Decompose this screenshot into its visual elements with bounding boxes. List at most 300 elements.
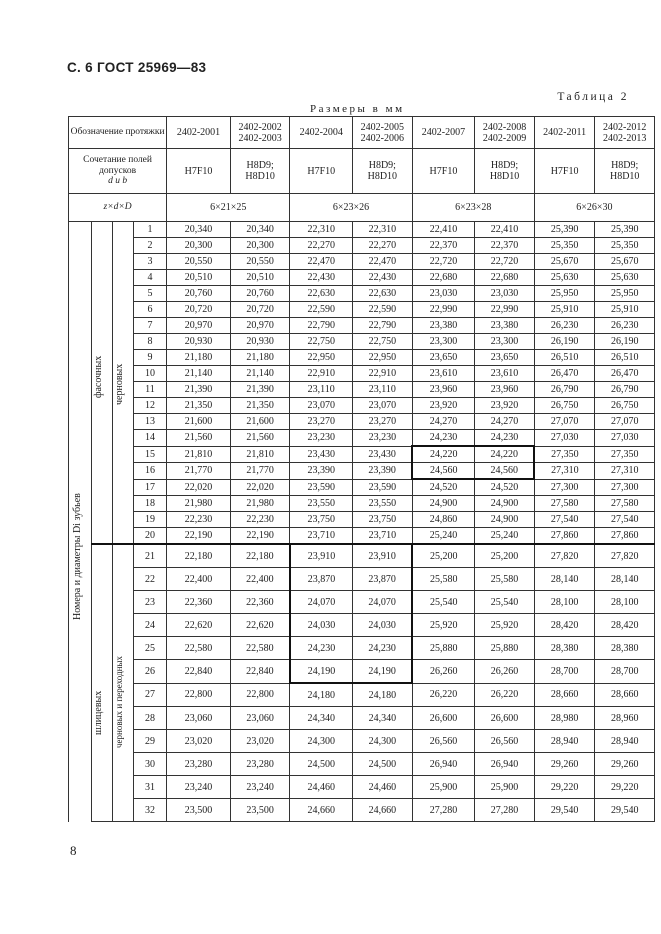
diameter-cell: 27,300 <box>595 479 655 496</box>
diameter-cell: 22,410 <box>412 222 475 238</box>
diameter-cell: 24,300 <box>290 730 353 753</box>
tooth-number: 2 <box>133 238 166 254</box>
tooth-number: 31 <box>133 776 166 799</box>
diameter-cell: 22,910 <box>290 366 353 382</box>
diameter-cell: 21,600 <box>230 414 290 430</box>
tooth-number: 5 <box>133 286 166 302</box>
diameter-cell: 24,520 <box>412 479 475 496</box>
diameter-cell: 23,020 <box>230 730 290 753</box>
diameter-cell: 22,180 <box>167 544 231 568</box>
diameter-cell: 22,310 <box>353 222 413 238</box>
diameter-cell: 25,900 <box>412 776 475 799</box>
dimensions-note: Размеры в мм <box>310 103 405 115</box>
size-cell: 6×26×30 <box>534 194 654 222</box>
diameter-cell: 21,390 <box>167 382 231 398</box>
diameter-cell: 24,180 <box>353 683 413 707</box>
tooth-number: 14 <box>133 430 166 447</box>
diameter-cell: 21,770 <box>230 463 290 480</box>
size-cell: 6×23×26 <box>290 194 412 222</box>
diameter-cell: 25,240 <box>412 528 475 545</box>
table-row <box>69 496 655 512</box>
diameter-cell: 22,950 <box>353 350 413 366</box>
diameter-cell: 22,750 <box>353 334 413 350</box>
diameter-cell: 20,510 <box>167 270 231 286</box>
diameter-cell: 25,540 <box>412 591 475 614</box>
tolerance-header <box>69 149 167 194</box>
diameter-cell: 22,840 <box>167 660 231 684</box>
diameter-cell: 24,460 <box>353 776 413 799</box>
tooth-number: 23 <box>133 591 166 614</box>
table-row <box>69 591 655 614</box>
diameter-cell: 25,390 <box>534 222 595 238</box>
diameter-cell: 21,140 <box>230 366 290 382</box>
diameter-cell: 26,220 <box>475 683 535 707</box>
diameter-cell: 26,230 <box>595 318 655 334</box>
diameter-cell: 26,940 <box>412 753 475 776</box>
diameter-cell: 21,810 <box>167 446 231 463</box>
diameter-cell: 27,580 <box>534 496 595 512</box>
diameter-cell: 23,920 <box>475 398 535 414</box>
diameter-cell: 27,860 <box>595 528 655 545</box>
diameter-cell: 22,410 <box>475 222 535 238</box>
diameter-cell: 22,990 <box>475 302 535 318</box>
diameter-cell: 27,820 <box>534 544 595 568</box>
diameter-cell: 22,430 <box>290 270 353 286</box>
tooth-number: 10 <box>133 366 166 382</box>
table-row <box>69 683 655 707</box>
diameter-cell: 23,960 <box>412 382 475 398</box>
table-row <box>69 660 655 684</box>
diameter-cell: 25,670 <box>595 254 655 270</box>
diameter-cell: 24,560 <box>412 463 475 480</box>
diameter-cell: 27,070 <box>534 414 595 430</box>
diameter-cell: 22,800 <box>230 683 290 707</box>
table-row <box>69 512 655 528</box>
diameter-cell: 20,930 <box>230 334 290 350</box>
tooth-number: 21 <box>133 544 166 568</box>
tooth-number: 7 <box>133 318 166 334</box>
diameter-cell: 20,300 <box>230 238 290 254</box>
diameter-cell: 23,590 <box>353 479 413 496</box>
diameter-cell: 25,200 <box>475 544 535 568</box>
diameter-cell: 22,430 <box>353 270 413 286</box>
tolerance-header-sub: d и b <box>108 176 128 187</box>
tooth-number: 3 <box>133 254 166 270</box>
table-row <box>69 254 655 270</box>
tooth-number: 11 <box>133 382 166 398</box>
diameter-cell: 28,960 <box>595 707 655 730</box>
tooth-number: 27 <box>133 683 166 707</box>
diameter-cell: 21,350 <box>230 398 290 414</box>
diameter-cell: 23,870 <box>290 568 353 591</box>
diameter-cell: 22,270 <box>290 238 353 254</box>
diameter-cell: 22,720 <box>412 254 475 270</box>
diameter-cell: 24,230 <box>475 430 535 447</box>
diameter-cell: 26,470 <box>534 366 595 382</box>
tooth-number: 16 <box>133 463 166 480</box>
diameter-cell: 29,220 <box>534 776 595 799</box>
diameter-cell: 21,810 <box>230 446 290 463</box>
diameter-cell: 24,030 <box>290 614 353 637</box>
diameter-cell: 26,790 <box>534 382 595 398</box>
diameter-cell: 25,900 <box>475 776 535 799</box>
diameter-cell: 21,560 <box>167 430 231 447</box>
diameter-cell: 22,790 <box>290 318 353 334</box>
page-number: 8 <box>70 843 77 858</box>
diameter-cell: 21,180 <box>167 350 231 366</box>
table-row <box>69 544 655 568</box>
diameter-cell: 24,230 <box>353 637 413 660</box>
diameter-cell: 26,600 <box>475 707 535 730</box>
diameter-cell: 23,960 <box>475 382 535 398</box>
table-row <box>69 414 655 430</box>
diameter-cell: 23,710 <box>290 528 353 545</box>
tolerance-cell: Н7F10 <box>167 149 231 194</box>
diameter-cell: 22,590 <box>290 302 353 318</box>
diameter-cell: 28,700 <box>595 660 655 684</box>
diameter-cell: 22,680 <box>412 270 475 286</box>
diameter-cell: 21,390 <box>230 382 290 398</box>
diameter-cell: 23,650 <box>475 350 535 366</box>
tooth-number: 9 <box>133 350 166 366</box>
diameter-cell: 25,540 <box>475 591 535 614</box>
diameter-cell: 28,940 <box>534 730 595 753</box>
tooth-number: 15 <box>133 446 166 463</box>
diameter-cell: 22,270 <box>353 238 413 254</box>
diameter-cell: 29,540 <box>534 799 595 822</box>
diameter-cell: 24,340 <box>290 707 353 730</box>
diameter-cell: 22,370 <box>412 238 475 254</box>
diameter-cell: 22,590 <box>353 302 413 318</box>
diameter-cell: 24,900 <box>475 496 535 512</box>
diameter-cell: 23,070 <box>290 398 353 414</box>
diameter-cell: 26,260 <box>412 660 475 684</box>
tolerance-cell: H8D9; H8D10 <box>230 149 290 194</box>
diameter-cell: 22,950 <box>290 350 353 366</box>
diameter-cell: 26,510 <box>595 350 655 366</box>
diameter-cell: 27,280 <box>475 799 535 822</box>
diameter-cell: 25,950 <box>534 286 595 302</box>
table-row <box>69 398 655 414</box>
table-row <box>69 350 655 366</box>
table-row <box>69 366 655 382</box>
diameter-cell: 24,070 <box>290 591 353 614</box>
diameter-cell: 26,560 <box>412 730 475 753</box>
diameter-cell: 24,520 <box>475 479 535 496</box>
diameter-cell: 26,560 <box>475 730 535 753</box>
diameter-cell: 22,360 <box>167 591 231 614</box>
diameter-cell: 23,430 <box>353 446 413 463</box>
table-row <box>69 637 655 660</box>
tooth-number: 25 <box>133 637 166 660</box>
table-row <box>69 753 655 776</box>
diameter-cell: 28,380 <box>595 637 655 660</box>
diameter-cell: 22,370 <box>475 238 535 254</box>
designation-cell: 2402-2007 <box>412 117 475 149</box>
diameter-cell: 22,310 <box>290 222 353 238</box>
diameter-cell: 22,620 <box>167 614 231 637</box>
diameter-cell: 27,030 <box>534 430 595 447</box>
diameter-cell: 28,660 <box>534 683 595 707</box>
table-row <box>69 479 655 496</box>
tooth-number: 6 <box>133 302 166 318</box>
diameter-cell: 24,660 <box>290 799 353 822</box>
diameter-cell: 26,470 <box>595 366 655 382</box>
designation-cell: 2402-2011 <box>534 117 595 149</box>
diameter-cell: 25,950 <box>595 286 655 302</box>
diameter-cell: 20,550 <box>167 254 231 270</box>
diameter-cell: 24,190 <box>353 660 413 684</box>
diameter-cell: 23,390 <box>353 463 413 480</box>
diameter-cell: 24,660 <box>353 799 413 822</box>
diameter-cell: 23,590 <box>290 479 353 496</box>
diameter-cell: 22,020 <box>167 479 231 496</box>
diameter-cell: 25,580 <box>475 568 535 591</box>
diameter-cell: 21,140 <box>167 366 231 382</box>
diameter-cell: 28,100 <box>534 591 595 614</box>
diameter-cell: 26,220 <box>412 683 475 707</box>
diameter-cell: 22,720 <box>475 254 535 270</box>
diameter-cell: 25,200 <box>412 544 475 568</box>
designation-cell: 2402-2008 2402-2009 <box>475 117 535 149</box>
side-label-rough: черновых <box>114 363 125 405</box>
table-row <box>69 238 655 254</box>
diameter-cell: 22,470 <box>353 254 413 270</box>
diameter-cell: 21,180 <box>230 350 290 366</box>
diameter-cell: 29,260 <box>595 753 655 776</box>
side-label-main: Номера и диаметры Di зубьев <box>72 493 83 620</box>
designation-cell: 2402-2004 <box>290 117 353 149</box>
diameter-cell: 21,980 <box>167 496 231 512</box>
tolerance-cell: H8D9; H8D10 <box>353 149 413 194</box>
diameter-cell: 22,750 <box>290 334 353 350</box>
diameter-cell: 27,030 <box>595 430 655 447</box>
diameter-cell: 27,860 <box>534 528 595 545</box>
diameter-cell: 23,550 <box>353 496 413 512</box>
diameter-cell: 21,980 <box>230 496 290 512</box>
diameter-cell: 22,840 <box>230 660 290 684</box>
diameter-cell: 23,300 <box>412 334 475 350</box>
diameter-cell: 23,060 <box>230 707 290 730</box>
diameter-cell: 27,540 <box>534 512 595 528</box>
diameter-cell: 23,270 <box>290 414 353 430</box>
page-header: С. 6 ГОСТ 25969—83 <box>67 60 207 75</box>
diameter-cell: 28,700 <box>534 660 595 684</box>
tooth-number: 26 <box>133 660 166 684</box>
diameter-cell: 25,350 <box>595 238 655 254</box>
diameter-cell: 28,420 <box>534 614 595 637</box>
tooth-number: 8 <box>133 334 166 350</box>
size-cell: 6×21×25 <box>167 194 290 222</box>
diameter-cell: 24,900 <box>412 496 475 512</box>
diameter-cell: 23,230 <box>290 430 353 447</box>
diameter-cell: 27,580 <box>595 496 655 512</box>
diameter-cell: 21,770 <box>167 463 231 480</box>
diameter-cell: 25,390 <box>595 222 655 238</box>
diameter-cell: 20,340 <box>230 222 290 238</box>
diameter-cell: 23,240 <box>167 776 231 799</box>
diameter-cell: 23,030 <box>412 286 475 302</box>
diameter-cell: 27,310 <box>534 463 595 480</box>
diameter-cell: 20,340 <box>167 222 231 238</box>
diameter-cell: 20,300 <box>167 238 231 254</box>
diameter-cell: 27,540 <box>595 512 655 528</box>
diameter-cell: 22,400 <box>167 568 231 591</box>
diameter-cell: 22,190 <box>230 528 290 545</box>
table-row <box>69 799 655 822</box>
tolerance-header-text: Сочетание полей допусков <box>83 155 152 176</box>
diameter-cell: 26,230 <box>534 318 595 334</box>
table-row <box>69 334 655 350</box>
diameter-cell: 23,870 <box>353 568 413 591</box>
diameter-cell: 20,510 <box>230 270 290 286</box>
diameter-cell: 29,260 <box>534 753 595 776</box>
diameter-cell: 23,610 <box>412 366 475 382</box>
diameter-cell: 20,720 <box>167 302 231 318</box>
diameter-cell: 22,470 <box>290 254 353 270</box>
diameter-cell: 24,180 <box>290 683 353 707</box>
diameter-cell: 27,280 <box>412 799 475 822</box>
diameter-cell: 26,260 <box>475 660 535 684</box>
diameter-cell: 24,230 <box>290 637 353 660</box>
diameter-cell: 26,190 <box>595 334 655 350</box>
diameter-cell: 24,340 <box>353 707 413 730</box>
diameter-cell: 20,550 <box>230 254 290 270</box>
diameter-cell: 25,880 <box>475 637 535 660</box>
diameter-cell: 20,760 <box>230 286 290 302</box>
diameter-cell: 22,230 <box>230 512 290 528</box>
tooth-number: 30 <box>133 753 166 776</box>
diameter-cell: 25,920 <box>412 614 475 637</box>
tooth-number: 1 <box>133 222 166 238</box>
diameter-cell: 26,600 <box>412 707 475 730</box>
diameter-cell: 23,300 <box>475 334 535 350</box>
diameter-cell: 22,620 <box>230 614 290 637</box>
diameter-cell: 23,280 <box>230 753 290 776</box>
table-label: Таблица 2 <box>557 91 629 103</box>
tolerance-cell: H8D9; H8D10 <box>595 149 655 194</box>
diameter-cell: 22,230 <box>167 512 231 528</box>
diameter-cell: 28,940 <box>595 730 655 753</box>
table-row <box>69 528 655 545</box>
dimensions-table <box>68 116 655 822</box>
diameter-cell: 23,430 <box>290 446 353 463</box>
tooth-number: 12 <box>133 398 166 414</box>
table-row <box>69 270 655 286</box>
diameter-cell: 22,630 <box>290 286 353 302</box>
diameter-cell: 24,860 <box>412 512 475 528</box>
diameter-cell: 23,750 <box>290 512 353 528</box>
tooth-number: 24 <box>133 614 166 637</box>
diameter-cell: 23,750 <box>353 512 413 528</box>
side-label-spline: шлицевых <box>93 690 104 735</box>
tooth-number: 22 <box>133 568 166 591</box>
size-cell: 6×23×28 <box>412 194 534 222</box>
diameter-cell: 22,580 <box>230 637 290 660</box>
diameter-cell: 24,070 <box>353 591 413 614</box>
table-row <box>69 707 655 730</box>
diameter-cell: 27,300 <box>534 479 595 496</box>
diameter-cell: 24,500 <box>353 753 413 776</box>
diameter-cell: 23,030 <box>475 286 535 302</box>
diameter-cell: 23,650 <box>412 350 475 366</box>
diameter-cell: 26,750 <box>595 398 655 414</box>
diameter-cell: 25,240 <box>475 528 535 545</box>
diameter-cell: 28,100 <box>595 591 655 614</box>
size-header: z×d×D <box>69 194 167 222</box>
diameter-cell: 26,750 <box>534 398 595 414</box>
diameter-cell: 29,220 <box>595 776 655 799</box>
tooth-number: 4 <box>133 270 166 286</box>
diameter-cell: 24,030 <box>353 614 413 637</box>
diameter-cell: 24,270 <box>412 414 475 430</box>
table-row <box>69 446 655 463</box>
diameter-cell: 27,350 <box>595 446 655 463</box>
diameter-cell: 20,970 <box>230 318 290 334</box>
diameter-cell: 21,600 <box>167 414 231 430</box>
diameter-cell: 23,910 <box>290 544 353 568</box>
tooth-number: 32 <box>133 799 166 822</box>
diameter-cell: 23,240 <box>230 776 290 799</box>
diameter-cell: 26,940 <box>475 753 535 776</box>
tooth-number: 18 <box>133 496 166 512</box>
diameter-cell: 26,790 <box>595 382 655 398</box>
side-label-shaped: фасочных <box>93 355 104 398</box>
diameter-cell: 28,140 <box>534 568 595 591</box>
diameter-cell: 24,230 <box>412 430 475 447</box>
diameter-cell: 22,580 <box>167 637 231 660</box>
table-row <box>69 318 655 334</box>
diameter-cell: 25,910 <box>534 302 595 318</box>
diameter-cell: 23,110 <box>353 382 413 398</box>
group-cell-spline <box>91 544 112 822</box>
diameter-cell: 22,190 <box>167 528 231 545</box>
tooth-number: 13 <box>133 414 166 430</box>
diameter-cell: 24,560 <box>475 463 535 480</box>
table-row <box>69 776 655 799</box>
diameter-cell: 23,710 <box>353 528 413 545</box>
diameter-cell: 23,380 <box>475 318 535 334</box>
diameter-cell: 22,680 <box>475 270 535 286</box>
diameter-cell: 25,880 <box>412 637 475 660</box>
diameter-cell: 22,910 <box>353 366 413 382</box>
diameter-cell: 22,990 <box>412 302 475 318</box>
diameter-cell: 20,970 <box>167 318 231 334</box>
diameter-cell: 23,070 <box>353 398 413 414</box>
diameter-cell: 23,380 <box>412 318 475 334</box>
diameter-cell: 26,510 <box>534 350 595 366</box>
tolerance-cell: H8D9; H8D10 <box>475 149 535 194</box>
diameter-cell: 23,610 <box>475 366 535 382</box>
diameter-cell: 22,400 <box>230 568 290 591</box>
diameter-cell: 28,380 <box>534 637 595 660</box>
diameter-cell: 20,930 <box>167 334 231 350</box>
diameter-cell: 25,630 <box>595 270 655 286</box>
diameter-cell: 24,460 <box>290 776 353 799</box>
tooth-number: 19 <box>133 512 166 528</box>
diameter-cell: 23,280 <box>167 753 231 776</box>
diameter-cell: 22,020 <box>230 479 290 496</box>
diameter-cell: 27,820 <box>595 544 655 568</box>
diameter-cell: 23,270 <box>353 414 413 430</box>
diameter-cell: 20,760 <box>167 286 231 302</box>
diameter-cell: 23,550 <box>290 496 353 512</box>
diameter-cell: 22,180 <box>230 544 290 568</box>
diameter-cell: 23,230 <box>353 430 413 447</box>
diameter-cell: 24,220 <box>475 446 535 463</box>
diameter-cell: 20,720 <box>230 302 290 318</box>
tolerance-cell: H7F10 <box>412 149 475 194</box>
